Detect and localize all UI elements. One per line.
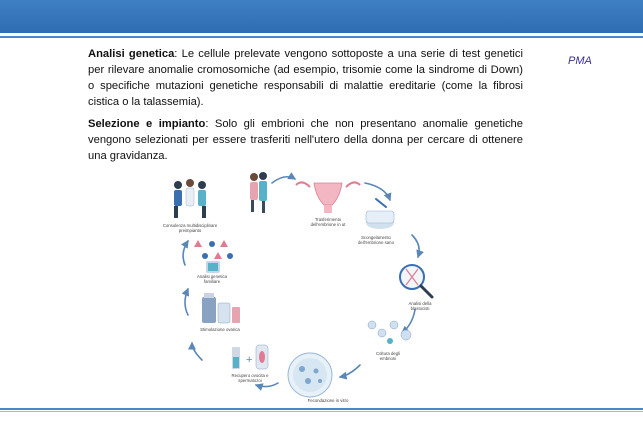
arrow-8 <box>185 289 188 315</box>
arrow-5 <box>340 365 360 377</box>
step-label: Consulenza multidisciplinare <box>162 223 218 228</box>
footer-divider <box>0 408 643 410</box>
step-label: Stimolazione ovarica <box>200 327 240 332</box>
paragraph-title: Analisi genetica <box>88 48 175 60</box>
step-scongelamento-icon <box>366 199 394 229</box>
step-label: preimpianto <box>178 228 202 233</box>
header-bar <box>0 0 643 33</box>
step-label: dell'embrione in ut <box>310 222 346 227</box>
step-label: spermatozoi <box>238 378 262 383</box>
step-label: Fecondazione in vitro <box>307 398 349 403</box>
arrow-7 <box>192 343 202 360</box>
step-label: Coltura degli <box>375 351 401 356</box>
step-label: familiare <box>203 279 221 284</box>
arrow-6 <box>256 383 278 387</box>
section-tag: PMA <box>568 55 592 67</box>
header-divider <box>0 36 643 38</box>
arrow-3 <box>412 235 419 257</box>
arrow-4 <box>402 310 415 333</box>
pgt-cycle-diagram <box>150 165 450 405</box>
step-label: Analisi della <box>408 301 432 306</box>
couple-icon <box>250 172 267 213</box>
step-stimolazione-icon <box>202 293 240 323</box>
arrow-9 <box>183 241 188 265</box>
footer-divider-thin <box>0 411 643 412</box>
step-consulenza-icon <box>174 179 206 218</box>
step-label: dell'embrione sano <box>358 240 394 245</box>
paragraph-title: Selezione e impianto <box>88 118 206 130</box>
step-analisi-blastocisti-icon <box>400 265 432 297</box>
step-coltura-icon <box>368 321 411 344</box>
step-analisi-familiare-icon <box>194 240 233 273</box>
step-fecondazione-icon <box>288 353 332 397</box>
paragraph-text: : Solo gli embrioni che non presentano anomalie genetiche vengono selezionati per essere trasferiti nell'utero della donna per cercare di ottenere una gravidanza. <box>88 118 523 162</box>
paragraph-analisi-genetica <box>88 46 523 110</box>
step-label: Recupero ovocita e <box>231 373 269 378</box>
step-label: Analisi genetica <box>196 274 228 279</box>
arrow-1 <box>272 177 295 183</box>
step-label: Scongelamento <box>361 235 391 240</box>
paragraph-selezione-impianto <box>88 116 523 164</box>
arrow-2 <box>365 183 390 200</box>
paragraph-text: : Le cellule prelevate vengono sottoposte a una serie di test genetici per rilevare anomalie cromosomiche (ad esempio, trisomie come la sindrome di Down) o specifiche mutazioni genetiche responsabili di malattie ereditarie (come la fibrosi cistica o la talassemia). <box>88 48 523 108</box>
step-recupero-icon <box>232 345 268 369</box>
step-label: Trasferimento <box>314 217 342 222</box>
step-trasferimento-icon <box>296 182 360 213</box>
step-label: blastocisti <box>410 306 430 311</box>
svg-text:+: + <box>246 354 253 366</box>
step-label: embrioni <box>379 356 397 361</box>
